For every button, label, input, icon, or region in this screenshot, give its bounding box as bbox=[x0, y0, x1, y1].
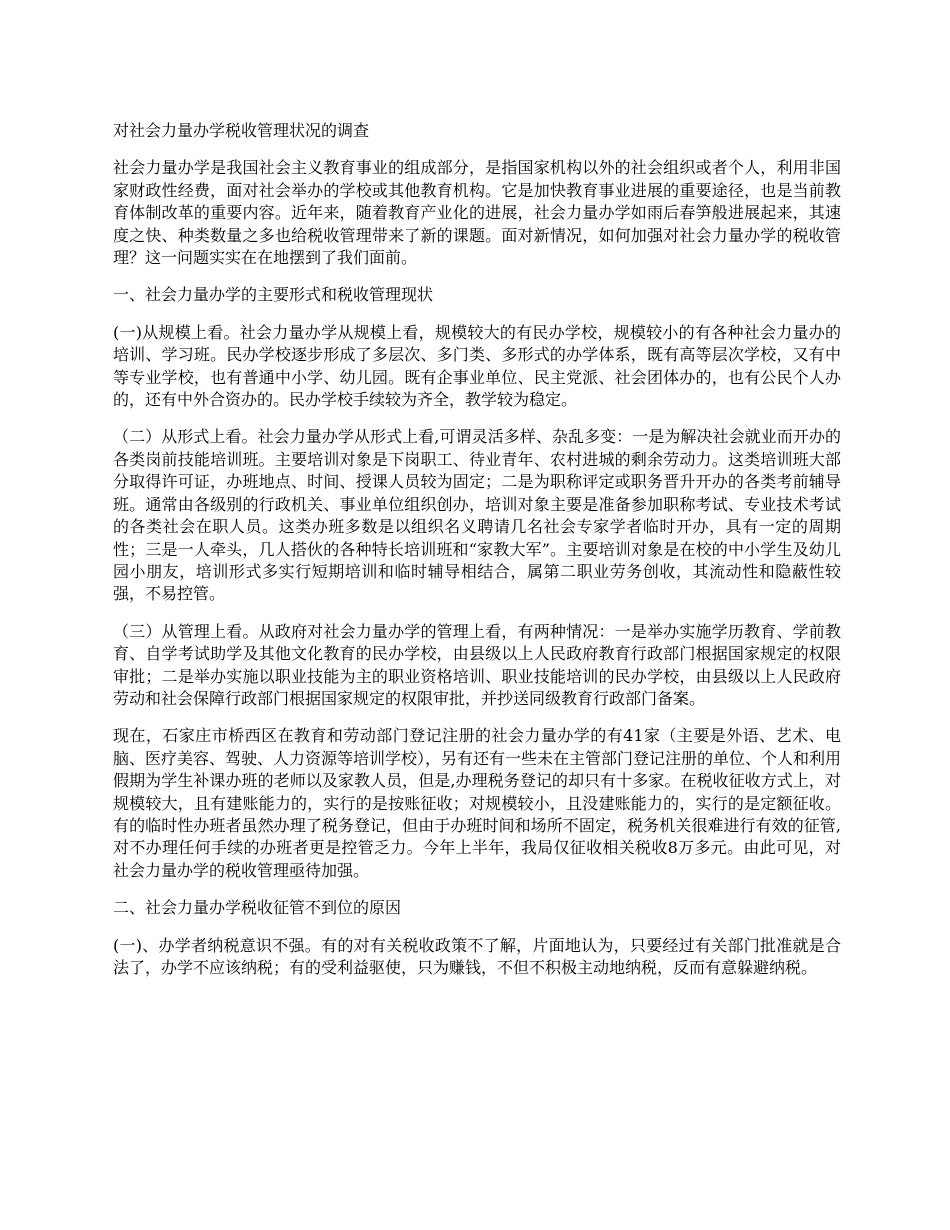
document-page bbox=[113, 120, 841, 994]
paragraph-scale: (一)从规模上看。社会力量办学从规模上看，规模较大的有民办学校，规模较小的有各种社会力量办的培训、学习班。民办学校逐步形成了多层次、多门类、多形式的办学体系，既有高等层次学校，又有中等专业学校，也有普通中小学、幼儿园。既有企事业单位、民主党派、社会团体办的，也有公民个人办的，还有中外合资办的。民办学校手续较为齐全，教学较为稳定。 bbox=[113, 322, 841, 410]
paragraph-form: （二）从形式上看。社会力量办学从形式上看,可谓灵活多样、杂乱多变：一是为解决社会就业而开办的各类岗前技能培训班。主要培训对象是下岗职工、待业青年、农村进城的剩余劳动力。这类培训班大部分取得许可证，办班地点、时间、授课人员较为固定；二是为职称评定或职务晋升开办的各类考前辅导班。通常由各级别的行政机关、事业单位组织创办，培训对象主要是准备参加职称考试、专业技术考试的各类社会在职人员。这类办班多数是以组织名义聘请几名社会专家学者临时开办，具有一定的周期性；三是一人牵头，几人搭伙的各种特长培训班和“家教大军”。主要培训对象是在校的中小学生及幼儿园小朋友，培训形式多实行短期培训和临时辅导相结合，属第二职业劳务创收，其流动性和隐蔽性较强，不易控管。 bbox=[113, 427, 841, 604]
paragraph-awareness: (一)、办学者纳税意识不强。有的对有关税收政策不了解，片面地认为，只要经过有关部门批准就是合法了，办学不应该纳税；有的受利益驱使，只为赚钱，不但不积极主动地纳税，反而有意躲避纳税。 bbox=[113, 935, 841, 977]
intro-paragraph: 社会力量办学是我国社会主义教育事业的组成部分，是指国家机构以外的社会组织或者个人，利用非国家财政性经费，面对社会举办的学校或其他教育机构。它是加快教育事业进展的重要途径，也是当前教育体制改革的重要内容。近年来，随着教育产业化的进展，社会力量办学如雨后春笋般进展起来，其速度之快、种类数量之多也给税收管理带来了新的课题。面对新情况，如何加强对社会力量办学的税收管理？这一问题实实在在地摆到了我们面前。 bbox=[113, 158, 841, 268]
section-heading-2: 二、社会力量办学税收征管不到位的原因 bbox=[113, 898, 402, 918]
document-title: 对社会力量办学税收管理状况的调查 bbox=[113, 121, 370, 140]
paragraph-management: （三）从管理上看。从政府对社会力量办学的管理上看，有两种情况：一是举办实施学历教育、学前教育、自学考试助学及其他文化教育的民办学校，由县级以上人民政府教育行政部门根据国家规定的权限审批；二是举办实施以职业技能为主的职业资格培训、职业技能培训的民办学校，由县级以上人民政府劳动和社会保障行政部门根据国家规定的权限审批，并抄送同级教育行政部门备案。 bbox=[113, 621, 841, 708]
section-heading-1: 一、社会力量办学的主要形式和税收管理现状 bbox=[113, 285, 434, 305]
paragraph-current-status: 现在，石家庄市桥西区在教育和劳动部门登记注册的社会力量办学的有41家（主要是外语、艺术、电脑、医疗美容、驾驶、人力资源等培训学校），另有还有一些未在主管部门登记注册的单位、个人和利用假期为学生补课办班的老师以及家教人员，但是,办理税务登记的却只有十多家。在税收征收方式上，对规模较大，且有建账能力的，实行的是按账征收；对规模较小，且没建账能力的，实行的是定额征收。有的临时性办班者虽然办理了税务登记，但由于办班时间和场所不固定，税务机关很难进行有效的征管,对不办理任何手续的办班者更是控管乏力。今年上半年，我局仅征收相关税收8万多元。由此可见，对社会力量办学的税收管理亟待加强。 bbox=[113, 726, 842, 880]
